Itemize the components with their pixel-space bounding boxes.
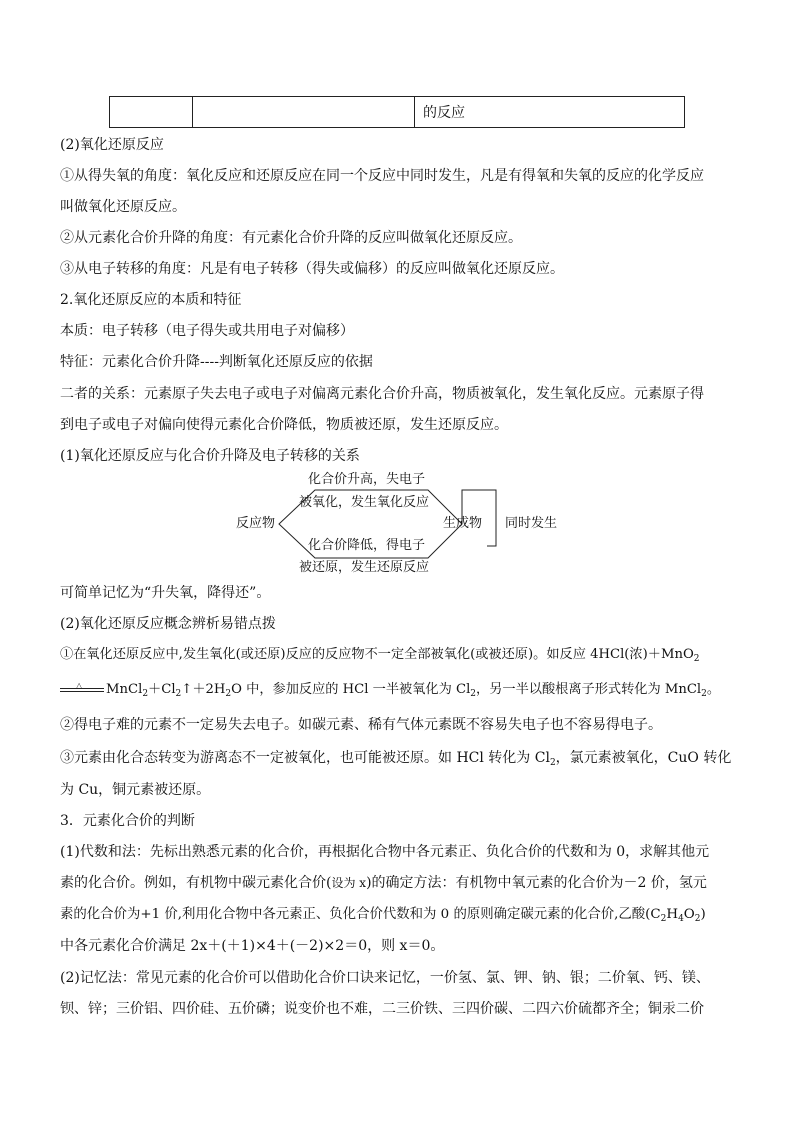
text-line: ①从得失氧的角度：氧化反应和还原反应在同一个反应中同时发生，凡是有得氧和失氧的反应的化学反应 — [60, 168, 704, 184]
text-line: ②得电子难的元素不一定易失去电子。如碳元素、稀有气体元素既不容易失电子也不容易得电子。 — [60, 717, 662, 733]
diagram-bottom-label-1: 化合价降低，得电子 — [308, 538, 426, 553]
diagram-right-label: 生成物 — [443, 516, 483, 531]
text-span: ①在氧化还原反应中,发生氧化(或还原)反应的反应物不一定全部被氧化(或被还原)。如反应 4HCl(浓)＋MnO — [60, 647, 694, 662]
text-line: (2)记忆法：常见元素的化合价可以借助化合价口诀来记忆，一价氢、氯、钾、钠、银；二价氧、钙、镁、 — [60, 970, 710, 986]
text-line: 可简单记忆为“升失氧，降得还”。 — [60, 585, 271, 601]
text-line: (2)氧化还原反应 — [60, 137, 164, 153]
table-cell — [110, 97, 193, 128]
table-fragment — [109, 96, 685, 128]
text-line: 素的化合价为+1 价,利用化合物中各元素正、负化合价代数和为 0 的原则确定碳元素的化合价,乙酸$(C_2H_4O_2)$ — [60, 907, 706, 924]
text-line: (1)代数和法：先标出熟悉元素的化合价，再根据化合物中各元素正、负化合价的代数和为 0，求解其他元 — [60, 844, 710, 860]
equation-line: △ $MnCl_2+Cl_2↑+2H_2O$ 中，参加反应的 HCl 一半被氧化为 $Cl_2$，另一半以酸根离子形式转化为 MnCl$_2$。 — [60, 680, 720, 704]
text-line: 钡、锌；三价铝、四价硅、五价磷；说变价也不难，二三价铁、三四价碳、二四六价硫都齐全；铜汞二价 — [60, 1001, 704, 1017]
subscript: 2 — [693, 654, 700, 664]
table-row — [110, 97, 685, 128]
diagram-top-label-2: 被氧化，发生氧化反应 — [299, 495, 430, 510]
text-line: 叫做氧化还原反应。 — [60, 199, 186, 215]
diagram-top-label-1: 化合价升高，失电子 — [308, 472, 426, 487]
text-line: (2)氧化还原反应概念辨析易错点拨 — [60, 616, 276, 632]
diagram-side-label: 同时发生 — [505, 516, 558, 531]
text-line: 本质：电子转移（电子得失或共用电子对偏移） — [60, 323, 354, 339]
text-line: 为 Cu，铜元素被还原。 — [60, 782, 211, 798]
text-line: 中各元素化合价满足 2x＋(＋1)×4＋(－2)×2＝0，则 x＝0。 — [60, 938, 445, 954]
delta-symbol: △ — [76, 680, 83, 690]
text-line — [60, 645, 700, 669]
redox-diagram — [230, 470, 570, 580]
text-line: 特征：元素化合价升降----判断氧化还原反应的依据 — [60, 354, 373, 370]
table-cell — [193, 97, 415, 128]
table-cell: 的反应 — [415, 97, 685, 128]
section-heading: 3．元素化合价的判断 — [60, 813, 195, 829]
diagram-left-label: 反应物 — [236, 516, 276, 531]
text-line: (1)氧化还原反应与化合价升降及电子转移的关系 — [60, 448, 360, 464]
text-line: 2.氧化还原反应的本质和特征 — [60, 292, 242, 308]
text-line: 二者的关系：元素原子失去电子或电子对偏离元素化合价升高，物质被氧化，发生氧化反应。元素原子得 — [60, 386, 704, 402]
text-line: ③元素由化合态转变为游离态不一定被氧化，也可能被还原。如 HCl 转化为 $Cl_2$，氯元素被氧化，CuO 转化 — [60, 750, 732, 768]
diagram-bottom-label-2: 被还原，发生还原反应 — [299, 560, 430, 575]
text-line: ②从元素化合价升降的角度：有元素化合价升降的反应叫做氧化还原反应。 — [60, 230, 522, 246]
reaction-arrow — [60, 680, 104, 697]
text-line: 素的化合价。例如，有机物中碳元素化合价(设为 x)的确定方法：有机物中氧元素的化合价为－2 价，氢元 — [60, 875, 707, 891]
text-line: 到电子或电子对偏向使得元素化合价降低，物质被还原，发生还原反应。 — [60, 417, 508, 433]
text-line: ③从电子转移的角度：凡是有电子转移（得失或偏移）的反应叫做氧化还原反应。 — [60, 261, 564, 277]
